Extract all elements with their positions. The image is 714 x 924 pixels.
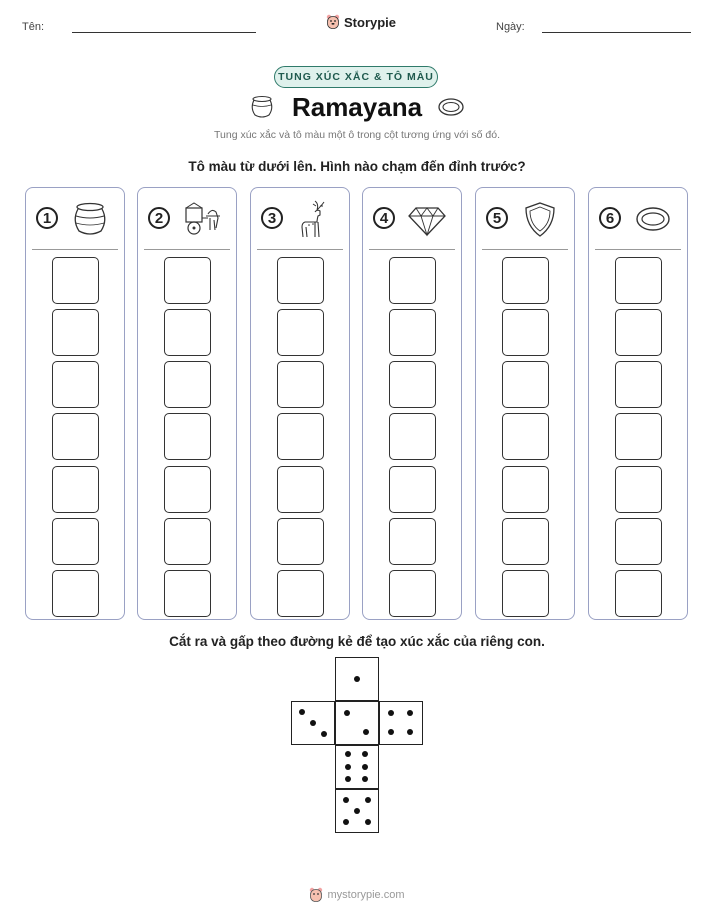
color-cell[interactable] — [52, 413, 99, 460]
pip — [365, 819, 371, 825]
pip — [362, 764, 368, 770]
column-4 — [362, 187, 462, 620]
color-cell[interactable] — [164, 466, 211, 513]
diamond-icon — [407, 200, 447, 238]
bear-logo-icon — [309, 887, 323, 903]
color-cell[interactable] — [277, 466, 324, 513]
column-5 — [475, 187, 575, 620]
color-cell[interactable] — [502, 257, 549, 304]
color-cell[interactable] — [615, 570, 662, 617]
color-cell[interactable] — [277, 257, 324, 304]
color-cell[interactable] — [277, 518, 324, 565]
column-3 — [250, 187, 350, 620]
color-cell[interactable] — [615, 518, 662, 565]
color-cell[interactable] — [389, 257, 436, 304]
color-cell[interactable] — [277, 309, 324, 356]
color-cell[interactable] — [52, 257, 99, 304]
color-cell[interactable] — [389, 309, 436, 356]
divider — [257, 249, 343, 250]
pip — [321, 731, 327, 737]
color-cell[interactable] — [502, 309, 549, 356]
name-line[interactable] — [72, 32, 256, 33]
die-face-4 — [379, 701, 423, 745]
color-cell[interactable] — [277, 413, 324, 460]
color-cell[interactable] — [502, 361, 549, 408]
pip — [344, 710, 350, 716]
divider — [482, 249, 568, 250]
name-label: Tên: — [22, 21, 45, 33]
divider — [144, 249, 230, 250]
pip — [362, 751, 368, 757]
color-cell[interactable] — [52, 466, 99, 513]
pip — [345, 751, 351, 757]
column-number: 3 — [261, 207, 283, 229]
pip — [407, 710, 413, 716]
color-cell[interactable] — [502, 466, 549, 513]
die-face-5 — [335, 789, 379, 833]
color-cell[interactable] — [52, 361, 99, 408]
color-cell[interactable] — [502, 570, 549, 617]
color-cell[interactable] — [52, 570, 99, 617]
color-cell[interactable] — [164, 413, 211, 460]
pip — [343, 797, 349, 803]
footer-url[interactable]: mystorypie.com — [327, 889, 405, 901]
pip — [299, 709, 305, 715]
pip — [388, 710, 394, 716]
color-cell[interactable] — [52, 518, 99, 565]
color-cell[interactable] — [277, 361, 324, 408]
pip — [363, 729, 369, 735]
color-cell[interactable] — [164, 257, 211, 304]
column-6 — [588, 187, 688, 620]
shield-icon — [520, 200, 560, 238]
pip — [388, 729, 394, 735]
pip — [365, 797, 371, 803]
color-cell[interactable] — [615, 466, 662, 513]
color-cell[interactable] — [164, 518, 211, 565]
pip — [362, 776, 368, 782]
column-number: 2 — [148, 207, 170, 229]
color-cell[interactable] — [389, 466, 436, 513]
pip — [345, 776, 351, 782]
color-cell[interactable] — [615, 413, 662, 460]
column-2 — [137, 187, 237, 620]
brand-logo — [326, 14, 396, 30]
die-face-2 — [335, 701, 379, 745]
color-cell[interactable] — [52, 309, 99, 356]
column-number: 6 — [599, 207, 621, 229]
instruction-color: Tô màu từ dưới lên. Hình nào chạm đến đỉnh trước? — [188, 159, 526, 174]
color-cell[interactable] — [615, 309, 662, 356]
column-number: 5 — [486, 207, 508, 229]
color-cell[interactable] — [502, 518, 549, 565]
color-cell[interactable] — [389, 361, 436, 408]
footer — [0, 887, 714, 903]
color-cell[interactable] — [389, 570, 436, 617]
pip — [354, 676, 360, 682]
color-cell[interactable] — [164, 309, 211, 356]
color-cell[interactable] — [389, 413, 436, 460]
column-number: 4 — [373, 207, 395, 229]
ring-icon — [633, 200, 673, 238]
pip — [354, 808, 360, 814]
column-1 — [25, 187, 125, 620]
instruction-cut: Cắt ra và gấp theo đường kẻ để tạo xúc xắc của riêng con. — [169, 634, 545, 649]
color-cell[interactable] — [389, 518, 436, 565]
divider — [369, 249, 455, 250]
bear-logo-icon — [326, 14, 340, 30]
color-cell[interactable] — [277, 570, 324, 617]
die-face-3 — [291, 701, 335, 745]
die-face-6 — [335, 745, 379, 789]
ring-icon — [437, 95, 465, 119]
column-number: 1 — [36, 207, 58, 229]
subtitle: Tung xúc xắc và tô màu một ô trong cột tương ứng với số đó. — [214, 129, 500, 141]
activity-badge: TUNG XÚC XẮC & TÔ MÀU — [274, 66, 438, 88]
date-line[interactable] — [542, 32, 691, 33]
chariot-icon — [182, 200, 222, 238]
die-face-1 — [335, 657, 379, 701]
color-cell[interactable] — [164, 361, 211, 408]
pip — [345, 764, 351, 770]
pip — [310, 720, 316, 726]
color-cell[interactable] — [615, 257, 662, 304]
divider — [595, 249, 681, 250]
pip — [407, 729, 413, 735]
date-label: Ngày: — [496, 21, 525, 33]
color-cell[interactable] — [502, 413, 549, 460]
color-cell[interactable] — [164, 570, 211, 617]
deer-icon — [295, 200, 335, 238]
pip — [343, 819, 349, 825]
color-cell[interactable] — [615, 361, 662, 408]
divider — [32, 249, 118, 250]
brand-name: Storypie — [344, 14, 397, 30]
page-title: Ramayana — [291, 92, 423, 122]
pot-icon — [70, 200, 110, 238]
